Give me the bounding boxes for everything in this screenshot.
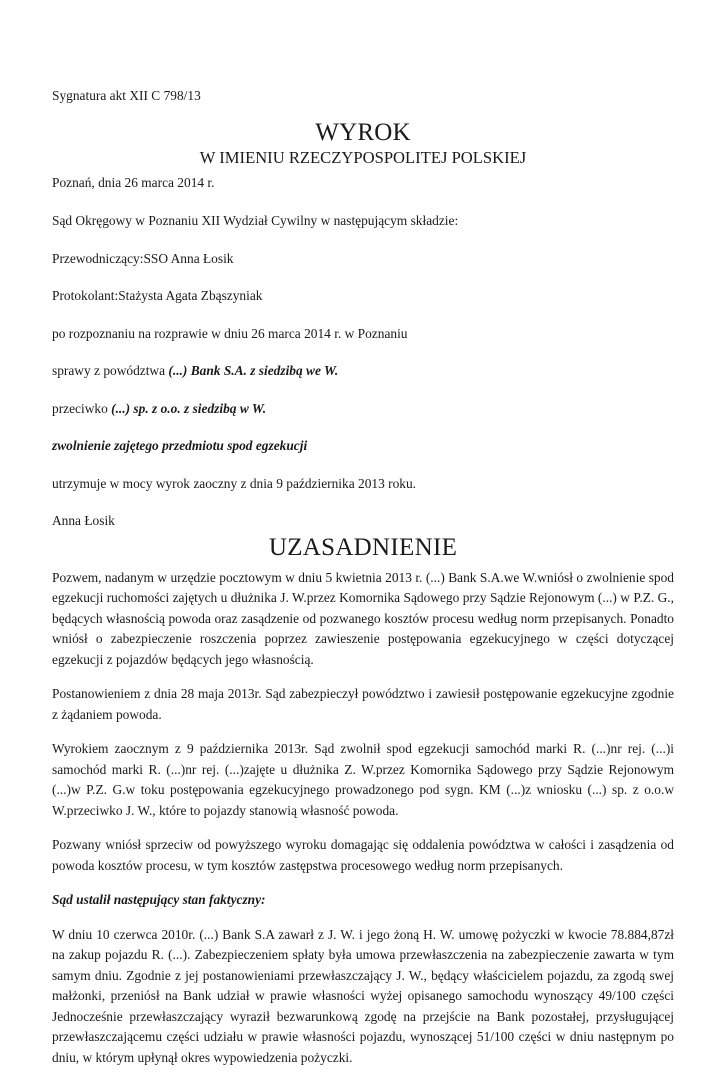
against-prefix: przeciwko [52, 400, 112, 416]
facts-paragraph: W dniu 10 czerwca 2010r. (...) Bank S.A zawarł z J. W. i jego żoną H. W. umowę pożyczki w kwocie 78.884,87zł na zakup pojazdu R. (...). Zabezpieczeniem spłaty była umowa przewłaszczenia na zabezpieczenie zawarta w tym samym dniu. Zgodnie z jej postanowieniami przewłaszczający J. W., będący właścicielem pojazdu, za zgodą swej małżonki, przeniósł na Bank udział w prawie własności wyżej opisanego samochodu wynoszący 49/100 części Jednocześnie przewłaszczający wyraził bezwarunkową zgodę na przejście na Bank pozostałej, przysługującej przewłaszczającemu części udziału w prawie własności pojazdu, wynoszącej 51/100 części w dniu następnym po dniu, w którym upłynął okres wypowiedzenia pożyczki. [52, 926, 674, 1065]
justification-paragraph-3: Wyrokiem zaocznym z 9 października 2013r. Sąd zwolnił spod egzekucji samochód marki R. (...)nr rej. (...)i samochód marki R. (...)nr rej. (...)zajęte u dłużnika Z. W.przez Komornika Sądowego przy Sądzie Rejonowym (...)w P.Z. G.w toku postępowania egzekucyjnego prowadzonego pod sygn. KM (...)z wniosku (...) sp. z o.o.w W.przeciwko J. W., które to pojazdy stanowią własność powoda. [52, 741, 674, 818]
plaintiff-name: (...) Bank S.A. z siedzibą we W. [168, 363, 339, 378]
case-signature: Sygnatura akt XII C 798/13 [52, 88, 201, 103]
defendant-name: (...) sp. z o.o. z siedzibą w W. [111, 400, 267, 416]
place-date: Poznań, dnia 26 marca 2014 r. [52, 174, 215, 190]
facts-heading: Sąd ustalił następujący stan faktyczny: [52, 892, 266, 907]
justification-title: UZASADNIENIE [268, 533, 458, 561]
justification-paragraph-1: Pozwem, nadanym w urzędzie pocztowym w dniu 5 kwietnia 2013 r. (...) Bank S.A.we W.wniósł o zwolnienie spod egzekucji ruchomości zajętych u dłużnika J. W.przez Komornika Sądowego przy Sądzie Rejonowym (...) w P.Z. G., będących własnością powoda oraz zasądzenie od pozwanego kosztów procesu według norm przepisanych. Ponadto wniósł o zabezpieczenie roszczenia poprzez zawieszenie postępowania egzekucyjnego w części dotyczącej egzekucji z pojazdów będących jego własnością. [52, 569, 674, 667]
judge-name: Anna Łosik [52, 513, 115, 528]
justification-paragraph-2: Postanowieniem z dnia 28 maja 2013r. Sąd zabezpieczył powództwo i zawiesił postępowanie egzekucyjne zgodnie z żądaniem powoda. [52, 686, 674, 722]
judgment-title: WYROK [315, 118, 411, 146]
case-subject: zwolnienie zajętego przedmiotu spod egzekucji [52, 438, 308, 453]
case-line [52, 361, 674, 382]
against-line [52, 399, 674, 420]
judgment-subtitle: W IMIENIU RZECZYPOSPOLITEJ POLSKIEJ [199, 147, 527, 167]
court-composition: Sąd Okręgowy w Poznaniu XII Wydział Cywilny w następującym składzie: [52, 213, 459, 228]
court-clerk: Protokolant:Stażysta Agata Zbąszyniak [52, 288, 263, 303]
presiding-judge: Przewodniczący:SSO Anna Łosik [52, 250, 234, 266]
case-prefix: sprawy z powództwa [52, 363, 169, 378]
hearing-info: po rozpoznaniu na rozprawie w dniu 26 marca 2014 r. w Poznaniu [52, 325, 408, 341]
document-page [52, 86, 674, 1080]
justification-paragraph-4: Pozwany wniósł sprzeciw od powyższego wyroku domagając się oddalenia powództwa w całości i zasądzenia od powoda kosztów procesu, w tym kosztów zastępstwa procesowego według norm przepisanych. [52, 837, 674, 873]
ruling-text: utrzymuje w mocy wyrok zaoczny z dnia 9 października 2013 roku. [52, 475, 417, 491]
